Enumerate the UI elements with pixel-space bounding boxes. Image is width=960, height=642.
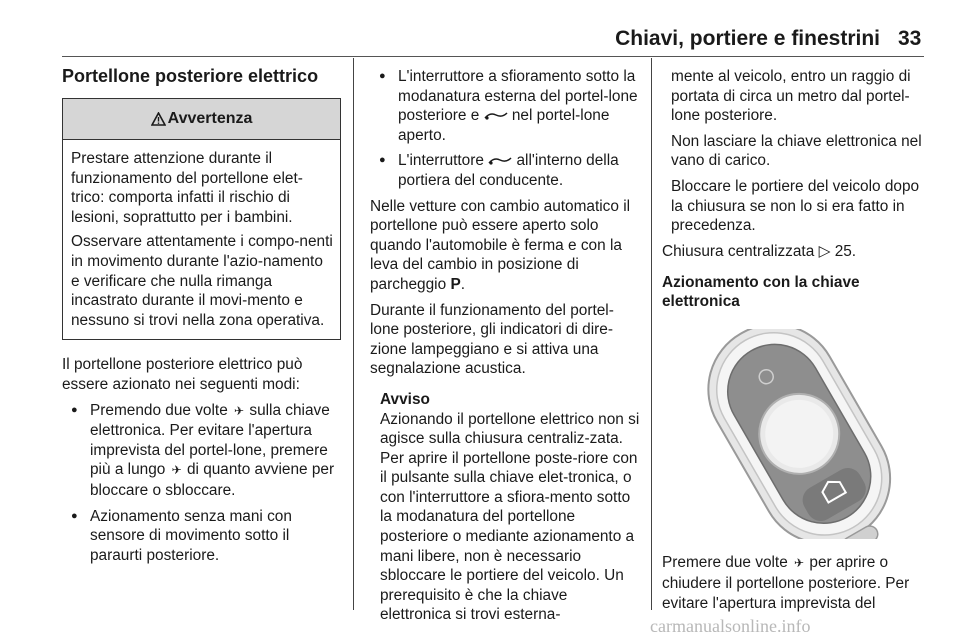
warning-triangle-icon — [151, 112, 166, 126]
touch-switch-icon — [484, 111, 508, 121]
paragraph: Non lasciare la chiave elettronica nel vano di carico. — [671, 132, 922, 170]
paragraph: Premere due volte ✈ per aprire o chiudere il portellone posteriore. Per evitare l'apertura imprevista del — [662, 554, 910, 612]
page-number: 33 — [898, 27, 922, 50]
column-divider-2 — [651, 58, 652, 610]
warning-paragraph: Osservare attentamente i compo-nenti in movimento durante l'azio-namento e verificare che nulla rimanga incastrato durante il movi-mento e nessuno si trovi nella zona operativa. — [71, 233, 333, 329]
list-item: ● Premendo due volte ✈ sulla chiave elettronica. Per evitare l'apertura imprevista del portel-lone, premere più a lungo ✈ di quanto avviene per bloccare o sbloccare. — [62, 401, 341, 501]
intro-paragraph: Il portellone posteriore elettrico può essere azionato nei seguenti modi: — [62, 356, 303, 393]
header-rule — [62, 56, 924, 57]
watermark: carmanualsonline.info — [650, 616, 811, 636]
note-title: Avviso — [380, 390, 430, 408]
tailgate-button-icon: ✈ — [234, 403, 244, 418]
list-item: ● Azionamento senza mani con sensore di movimento sotto il paraurti posteriore. — [62, 507, 341, 566]
running-header-title: Chiavi, portiere e finestrini — [615, 27, 880, 50]
column-2 — [370, 67, 640, 625]
warning-body — [63, 140, 340, 339]
paragraph: Nelle vetture con cambio automatico il portellone può essere aperto solo quando l'automobile è ferma e con la leva del cambio in posizione di parcheggio P. — [370, 197, 631, 293]
cross-reference[interactable]: Chiusura centralizzata ▷ 25. — [662, 242, 857, 260]
methods-list-cont — [370, 67, 640, 191]
paragraph: mente al veicolo, entro un raggio di portata di circa un metro dal portel-lone posteriore. — [671, 68, 911, 125]
page-ref-arrow-icon: ▷ — [818, 242, 831, 260]
column-1 — [62, 65, 341, 571]
methods-list — [62, 401, 341, 566]
warning-header — [63, 99, 340, 140]
note-text: Azionando il portellone elettrico non si agisce sulla chiusura centraliz-zata. Per aprire il portellone poste-riore con il pulsante sulla chiave elet-tronica, o con l'interruttore a sfiora-mento sotto la modanatura del portellone posteriore o mediante azionamento a mani libere, non è necessario sbloccare le portiere del veicolo. Un prerequisito è che la chiave elettronica si trovi esterna- — [380, 410, 640, 624]
warning-box — [62, 98, 341, 340]
key-fob-image — [666, 329, 928, 539]
warning-paragraph: Prestare attenzione durante il funzionamento del portellone elet-trico: comporta infatti il rischio di lesioni, soprattutto per i bambini. — [71, 150, 303, 226]
list-item: ● L'interruttore a sfioramento sotto la modanatura esterna del portel-lone posteriore e nel portel-lone aperto. — [370, 67, 640, 145]
section-title: Portellone posteriore elettrico — [62, 66, 319, 86]
paragraph: Durante il funzionamento del portel-lone posteriore, gli indicatori di dire-zione lampeggiano e si attiva una segnalazione acustica. — [370, 301, 614, 378]
tailgate-button-icon: ✈ — [794, 556, 804, 571]
warning-heading: Avvertenza — [167, 110, 253, 128]
list-item: ● L'interruttore all'interno della portiera del conducente. — [370, 151, 640, 190]
column-divider-1 — [353, 58, 354, 610]
touch-switch-icon — [488, 156, 512, 166]
subsection-title: Azionamento con la chiave elettronica — [662, 274, 860, 311]
paragraph: Bloccare le portiere del veicolo dopo la chiusura se non lo si era fatto in precedenza. — [671, 177, 920, 235]
note-box — [370, 390, 640, 625]
column-3 — [662, 67, 930, 613]
tailgate-button-icon: ✈ — [171, 463, 181, 478]
continued-list-text — [662, 67, 930, 236]
